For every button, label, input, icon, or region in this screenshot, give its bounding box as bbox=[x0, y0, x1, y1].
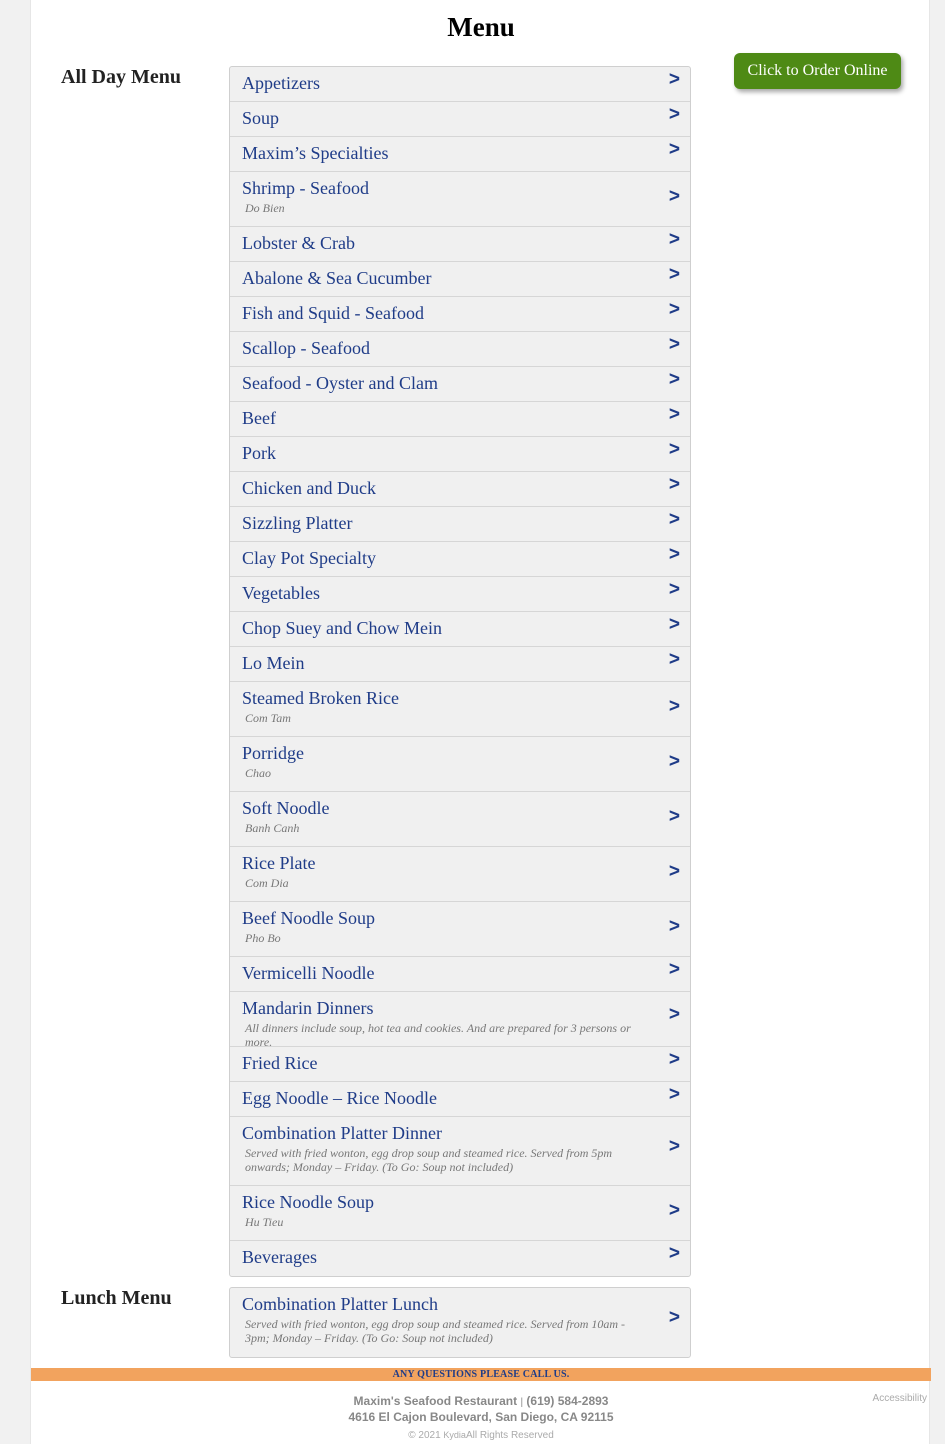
menu-category-label: Beverages bbox=[242, 1247, 317, 1267]
footer-copyright: © 2021 bbox=[408, 1430, 441, 1441]
chevron-right-icon: > bbox=[668, 69, 680, 90]
menu-category-item[interactable] bbox=[230, 1082, 690, 1117]
menu-category-label: Maxim’s Specialties bbox=[242, 143, 389, 163]
chevron-right-icon: > bbox=[668, 369, 680, 390]
menu-category-label: Lo Mein bbox=[242, 653, 305, 673]
menu-category-item[interactable] bbox=[230, 737, 690, 792]
footer-address: 4616 El Cajon Boulevard, San Diego, CA 92115 bbox=[348, 1410, 614, 1424]
all-day-menu-title: All Day Menu bbox=[61, 66, 181, 88]
menu-category-item[interactable] bbox=[230, 1288, 690, 1357]
menu-category-label: Combination Platter Lunch bbox=[242, 1294, 438, 1314]
all-day-menu-list bbox=[229, 66, 691, 1277]
menu-category-label: Vermicelli Noodle bbox=[242, 963, 375, 983]
chevron-right-icon: > bbox=[668, 614, 680, 635]
lunch-menu-list bbox=[229, 1287, 691, 1358]
footer bbox=[31, 1394, 931, 1444]
menu-category-item[interactable] bbox=[230, 577, 690, 612]
menu-category-description: Com Dia bbox=[245, 876, 289, 890]
menu-category-description: All dinners include soup, hot tea and cookies. And are prepared for 3 persons or more. bbox=[245, 1021, 631, 1049]
menu-category-item[interactable] bbox=[230, 1186, 690, 1241]
menu-category-label: Appetizers bbox=[242, 73, 320, 93]
chevron-right-icon: > bbox=[668, 1307, 680, 1328]
menu-category-label: Egg Noodle – Rice Noodle bbox=[242, 1088, 437, 1108]
menu-category-label: Vegetables bbox=[242, 583, 320, 603]
menu-category-item[interactable] bbox=[230, 172, 690, 227]
chevron-right-icon: > bbox=[668, 299, 680, 320]
chevron-right-icon: > bbox=[668, 334, 680, 355]
menu-category-item[interactable] bbox=[230, 472, 690, 507]
menu-category-item[interactable] bbox=[230, 262, 690, 297]
menu-category-item[interactable] bbox=[230, 507, 690, 542]
contact-bar: ANY QUESTIONS PLEASE CALL US. bbox=[31, 1368, 931, 1381]
menu-category-item[interactable] bbox=[230, 847, 690, 902]
chevron-right-icon: > bbox=[668, 1200, 680, 1221]
chevron-right-icon: > bbox=[668, 264, 680, 285]
footer-brand-link[interactable]: Kydia bbox=[443, 1430, 466, 1440]
chevron-right-icon: > bbox=[668, 751, 680, 772]
menu-category-label: Seafood - Oyster and Clam bbox=[242, 373, 438, 393]
menu-category-item[interactable] bbox=[230, 1241, 690, 1276]
page-container bbox=[30, 0, 930, 1444]
menu-category-item[interactable] bbox=[230, 67, 690, 102]
menu-category-item[interactable] bbox=[230, 902, 690, 957]
menu-category-description: Do Bien bbox=[245, 201, 285, 215]
footer-rights: All Rights Reserved bbox=[465, 1430, 554, 1441]
menu-category-label: Steamed Broken Rice bbox=[242, 688, 399, 708]
menu-category-description: Served with fried wonton, egg drop soup and steamed rice. Served from 5pm onwards; Monday – Friday. (To Go: Soup not included) bbox=[245, 1146, 613, 1174]
menu-category-description: Hu Tieu bbox=[245, 1215, 284, 1229]
chevron-right-icon: > bbox=[668, 861, 680, 882]
menu-category-description: Pho Bo bbox=[245, 931, 281, 945]
menu-category-item[interactable] bbox=[230, 682, 690, 737]
chevron-right-icon: > bbox=[668, 959, 680, 980]
chevron-right-icon: > bbox=[668, 1004, 680, 1025]
menu-category-label: Shrimp - Seafood bbox=[242, 178, 369, 198]
chevron-right-icon: > bbox=[668, 1049, 680, 1070]
menu-category-label: Beef Noodle Soup bbox=[242, 908, 375, 928]
menu-category-item[interactable] bbox=[230, 367, 690, 402]
menu-category-item[interactable] bbox=[230, 612, 690, 647]
chevron-right-icon: > bbox=[668, 1243, 680, 1264]
menu-category-item[interactable] bbox=[230, 332, 690, 367]
lunch-menu-title: Lunch Menu bbox=[61, 1287, 172, 1309]
menu-category-item[interactable] bbox=[230, 542, 690, 577]
menu-category-label: Mandarin Dinners bbox=[242, 998, 374, 1018]
chevron-right-icon: > bbox=[668, 474, 680, 495]
menu-category-label: Soft Noodle bbox=[242, 798, 330, 818]
menu-category-label: Lobster & Crab bbox=[242, 233, 355, 253]
chevron-right-icon: > bbox=[668, 916, 680, 937]
menu-category-label: Fish and Squid - Seafood bbox=[242, 303, 424, 323]
menu-category-label: Soup bbox=[242, 108, 280, 128]
menu-category-description: Com Tam bbox=[245, 711, 291, 725]
menu-category-label: Beef bbox=[242, 408, 276, 428]
menu-category-label: Sizzling Platter bbox=[242, 513, 353, 533]
chevron-right-icon: > bbox=[668, 1136, 680, 1157]
menu-category-description: Served with fried wonton, egg drop soup and steamed rice. Served from 10am - 3pm; Monday – Friday. (To Go: Soup not included) bbox=[245, 1317, 626, 1345]
chevron-right-icon: > bbox=[668, 229, 680, 250]
page-title: Menu bbox=[447, 12, 515, 42]
menu-category-label: Fried Rice bbox=[242, 1053, 318, 1073]
chevron-right-icon: > bbox=[668, 104, 680, 125]
chevron-right-icon: > bbox=[668, 579, 680, 600]
chevron-right-icon: > bbox=[668, 544, 680, 565]
chevron-right-icon: > bbox=[668, 696, 680, 717]
menu-category-item[interactable] bbox=[230, 402, 690, 437]
menu-category-label: Abalone & Sea Cucumber bbox=[242, 268, 432, 288]
menu-category-label: Rice Plate bbox=[242, 853, 316, 873]
menu-category-item[interactable] bbox=[230, 102, 690, 137]
menu-category-item[interactable] bbox=[230, 437, 690, 472]
chevron-right-icon: > bbox=[668, 404, 680, 425]
chevron-right-icon: > bbox=[668, 806, 680, 827]
menu-category-label: Rice Noodle Soup bbox=[242, 1192, 374, 1212]
menu-category-description: Banh Canh bbox=[245, 821, 300, 835]
chevron-right-icon: > bbox=[668, 509, 680, 530]
menu-category-label: Chicken and Duck bbox=[242, 478, 376, 498]
footer-restaurant-name: Maxim's Seafood Restaurant bbox=[353, 1394, 518, 1408]
menu-category-item[interactable] bbox=[230, 227, 690, 262]
order-online-button[interactable]: Click to Order Online bbox=[734, 53, 901, 89]
chevron-right-icon: > bbox=[668, 649, 680, 670]
menu-category-item[interactable] bbox=[230, 297, 690, 332]
menu-category-item[interactable] bbox=[230, 647, 690, 682]
menu-category-label: Chop Suey and Chow Mein bbox=[242, 618, 442, 638]
menu-category-item[interactable] bbox=[230, 992, 690, 1047]
menu-category-item[interactable] bbox=[230, 137, 690, 172]
menu-category-label: Clay Pot Specialty bbox=[242, 548, 376, 568]
footer-separator: | bbox=[520, 1397, 524, 1408]
menu-category-label: Scallop - Seafood bbox=[242, 338, 370, 358]
chevron-right-icon: > bbox=[668, 1084, 680, 1105]
chevron-right-icon: > bbox=[668, 439, 680, 460]
chevron-right-icon: > bbox=[668, 139, 680, 160]
menu-category-description: Chao bbox=[245, 766, 272, 780]
menu-category-label: Combination Platter Dinner bbox=[242, 1123, 442, 1143]
menu-category-item[interactable] bbox=[230, 1117, 690, 1186]
footer-phone-link[interactable]: (619) 584-2893 bbox=[526, 1394, 609, 1408]
menu-category-item[interactable] bbox=[230, 957, 690, 992]
chevron-right-icon: > bbox=[668, 186, 680, 207]
menu-category-item[interactable] bbox=[230, 1047, 690, 1082]
accessibility-link[interactable]: Accessibility bbox=[872, 1393, 927, 1404]
menu-category-item[interactable] bbox=[230, 792, 690, 847]
menu-category-label: Pork bbox=[242, 443, 277, 463]
menu-category-label: Porridge bbox=[242, 743, 304, 763]
